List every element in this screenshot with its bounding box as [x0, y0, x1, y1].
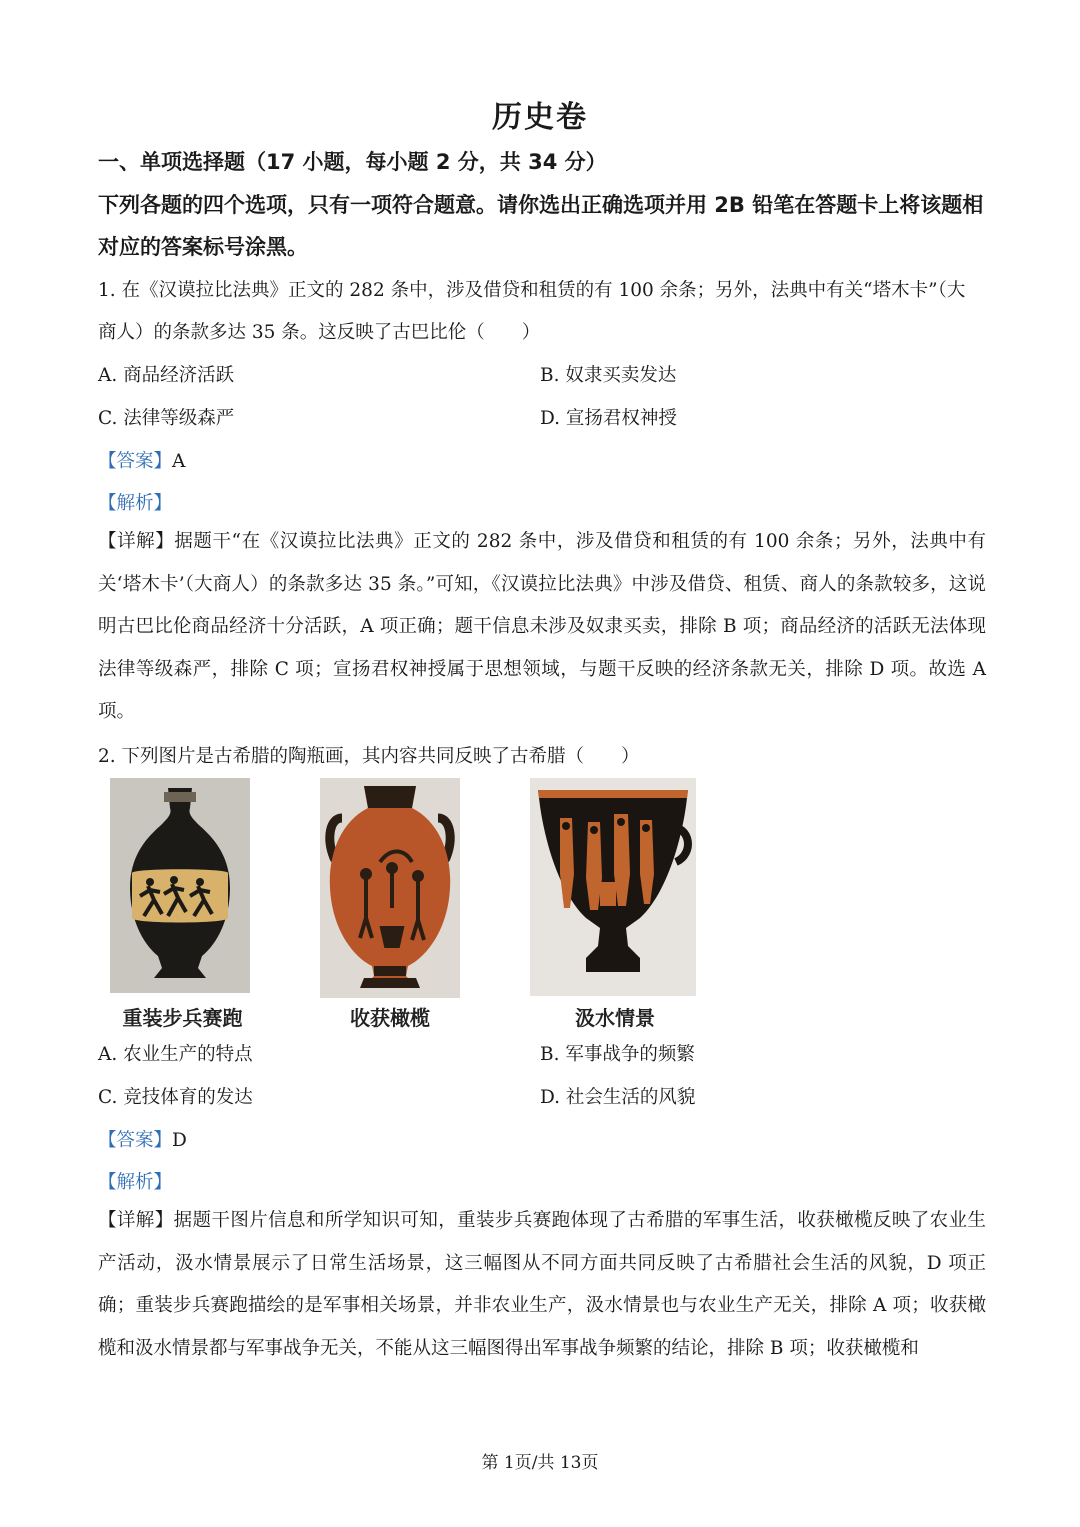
amphora-olive-harvest-icon	[320, 778, 460, 998]
instructions: 下列各题的四个选项，只有一项符合题意。请你选出正确选项并用 2B 铅笔在答题卡上将该题相对应的答案标号涂黑。	[98, 193, 984, 259]
detail-text: 据题干图片信息和所学知识可知，重装步兵赛跑体现了古希腊的军事生活，收获橄榄反映了农业生产活动，汲水情景展示了日常生活场景，这三幅图从不同方面共同反映了古希腊社会生活的风貌，D 项正确；重装步兵赛跑描绘的是军事相关场景，并非农业生产，汲水情景也与农业生产无关，排除 A 项；收获橄榄和汲水情景都与军事战争无关，不能从这三幅图得出军事战争频繁的结论，排除 B 项；收获橄榄和	[98, 1210, 986, 1359]
amphora-runners-icon	[110, 778, 250, 993]
answer-tag: 【答案】	[98, 1130, 173, 1151]
analysis-tag: 【解析】	[98, 493, 173, 514]
q2-analysis	[98, 1168, 172, 1194]
answer-value: A	[172, 451, 186, 472]
page-title: 历史卷	[492, 100, 588, 135]
q1-stem-line1: 1. 在《汉谟拉比法典》正文的 282 条中，涉及借贷和租赁的有 100 余条；另外，法典中有关“塔木卡”（大	[98, 280, 966, 301]
figure-caption-1: 重装步兵赛跑	[122, 1006, 243, 1030]
figure-caption-2: 收获橄榄	[350, 1006, 430, 1030]
figure-caption-3: 汲水情景	[575, 1006, 655, 1030]
q1-option-a: A. 商品经济活跃	[98, 365, 235, 386]
detail-tag: 【详解】	[98, 1210, 174, 1231]
q2-answer	[98, 1126, 187, 1152]
page-footer: 第 1页/共 13页	[481, 1453, 599, 1473]
answer-tag: 【答案】	[98, 451, 173, 472]
q2-option-c: C. 竞技体育的发达	[98, 1087, 253, 1108]
q2-option-a: A. 农业生产的特点	[98, 1044, 253, 1065]
q1-stem-line2: 商人）的条款多达 35 条。这反映了古巴比伦（ ）	[98, 322, 541, 343]
q1-option-c: C. 法律等级森严	[98, 408, 235, 429]
q1-analysis	[98, 489, 172, 515]
q1-answer	[98, 447, 185, 473]
q2-option-b: B. 军事战争的频繁	[540, 1044, 695, 1065]
q2-detail	[98, 1200, 986, 1370]
q1-option-b: B. 奴隶买卖发达	[540, 365, 677, 386]
answer-value: D	[172, 1130, 187, 1151]
detail-text: 据题干“在《汉谟拉比法典》正文的 282 条中，涉及借贷和租赁的有 100 余条；另外，法典中有关‘塔木卡’（大商人）的条款多达 35 条。”可知，《汉谟拉比法典》中涉及借贷、租赁、商人的条款较多，这说明古巴比伦商品经济十分活跃，A 项正确；题干信息未涉及奴隶买卖，排除 B 项；商品经济的活跃无法体现法律等级森严，排除 C 项；宣扬君权神授属于思想领域，与题干反映的经济条款无关，排除 D 项。故选 A 项。	[98, 531, 986, 722]
analysis-tag: 【解析】	[98, 1172, 173, 1193]
q1-detail	[98, 521, 986, 734]
q2-stem: 2. 下列图片是古希腊的陶瓶画，其内容共同反映了古希腊（ ）	[98, 746, 640, 767]
detail-tag: 【详解】	[98, 531, 175, 552]
section-heading: 一、单项选择题（17 小题，每小题 2 分，共 34 分）	[98, 150, 607, 174]
vase-figures	[110, 778, 730, 1028]
q1-option-d: D. 宣扬君权神授	[540, 408, 677, 429]
q2-option-d: D. 社会生活的风貌	[540, 1087, 696, 1108]
krater-water-drawing-icon	[530, 778, 696, 996]
